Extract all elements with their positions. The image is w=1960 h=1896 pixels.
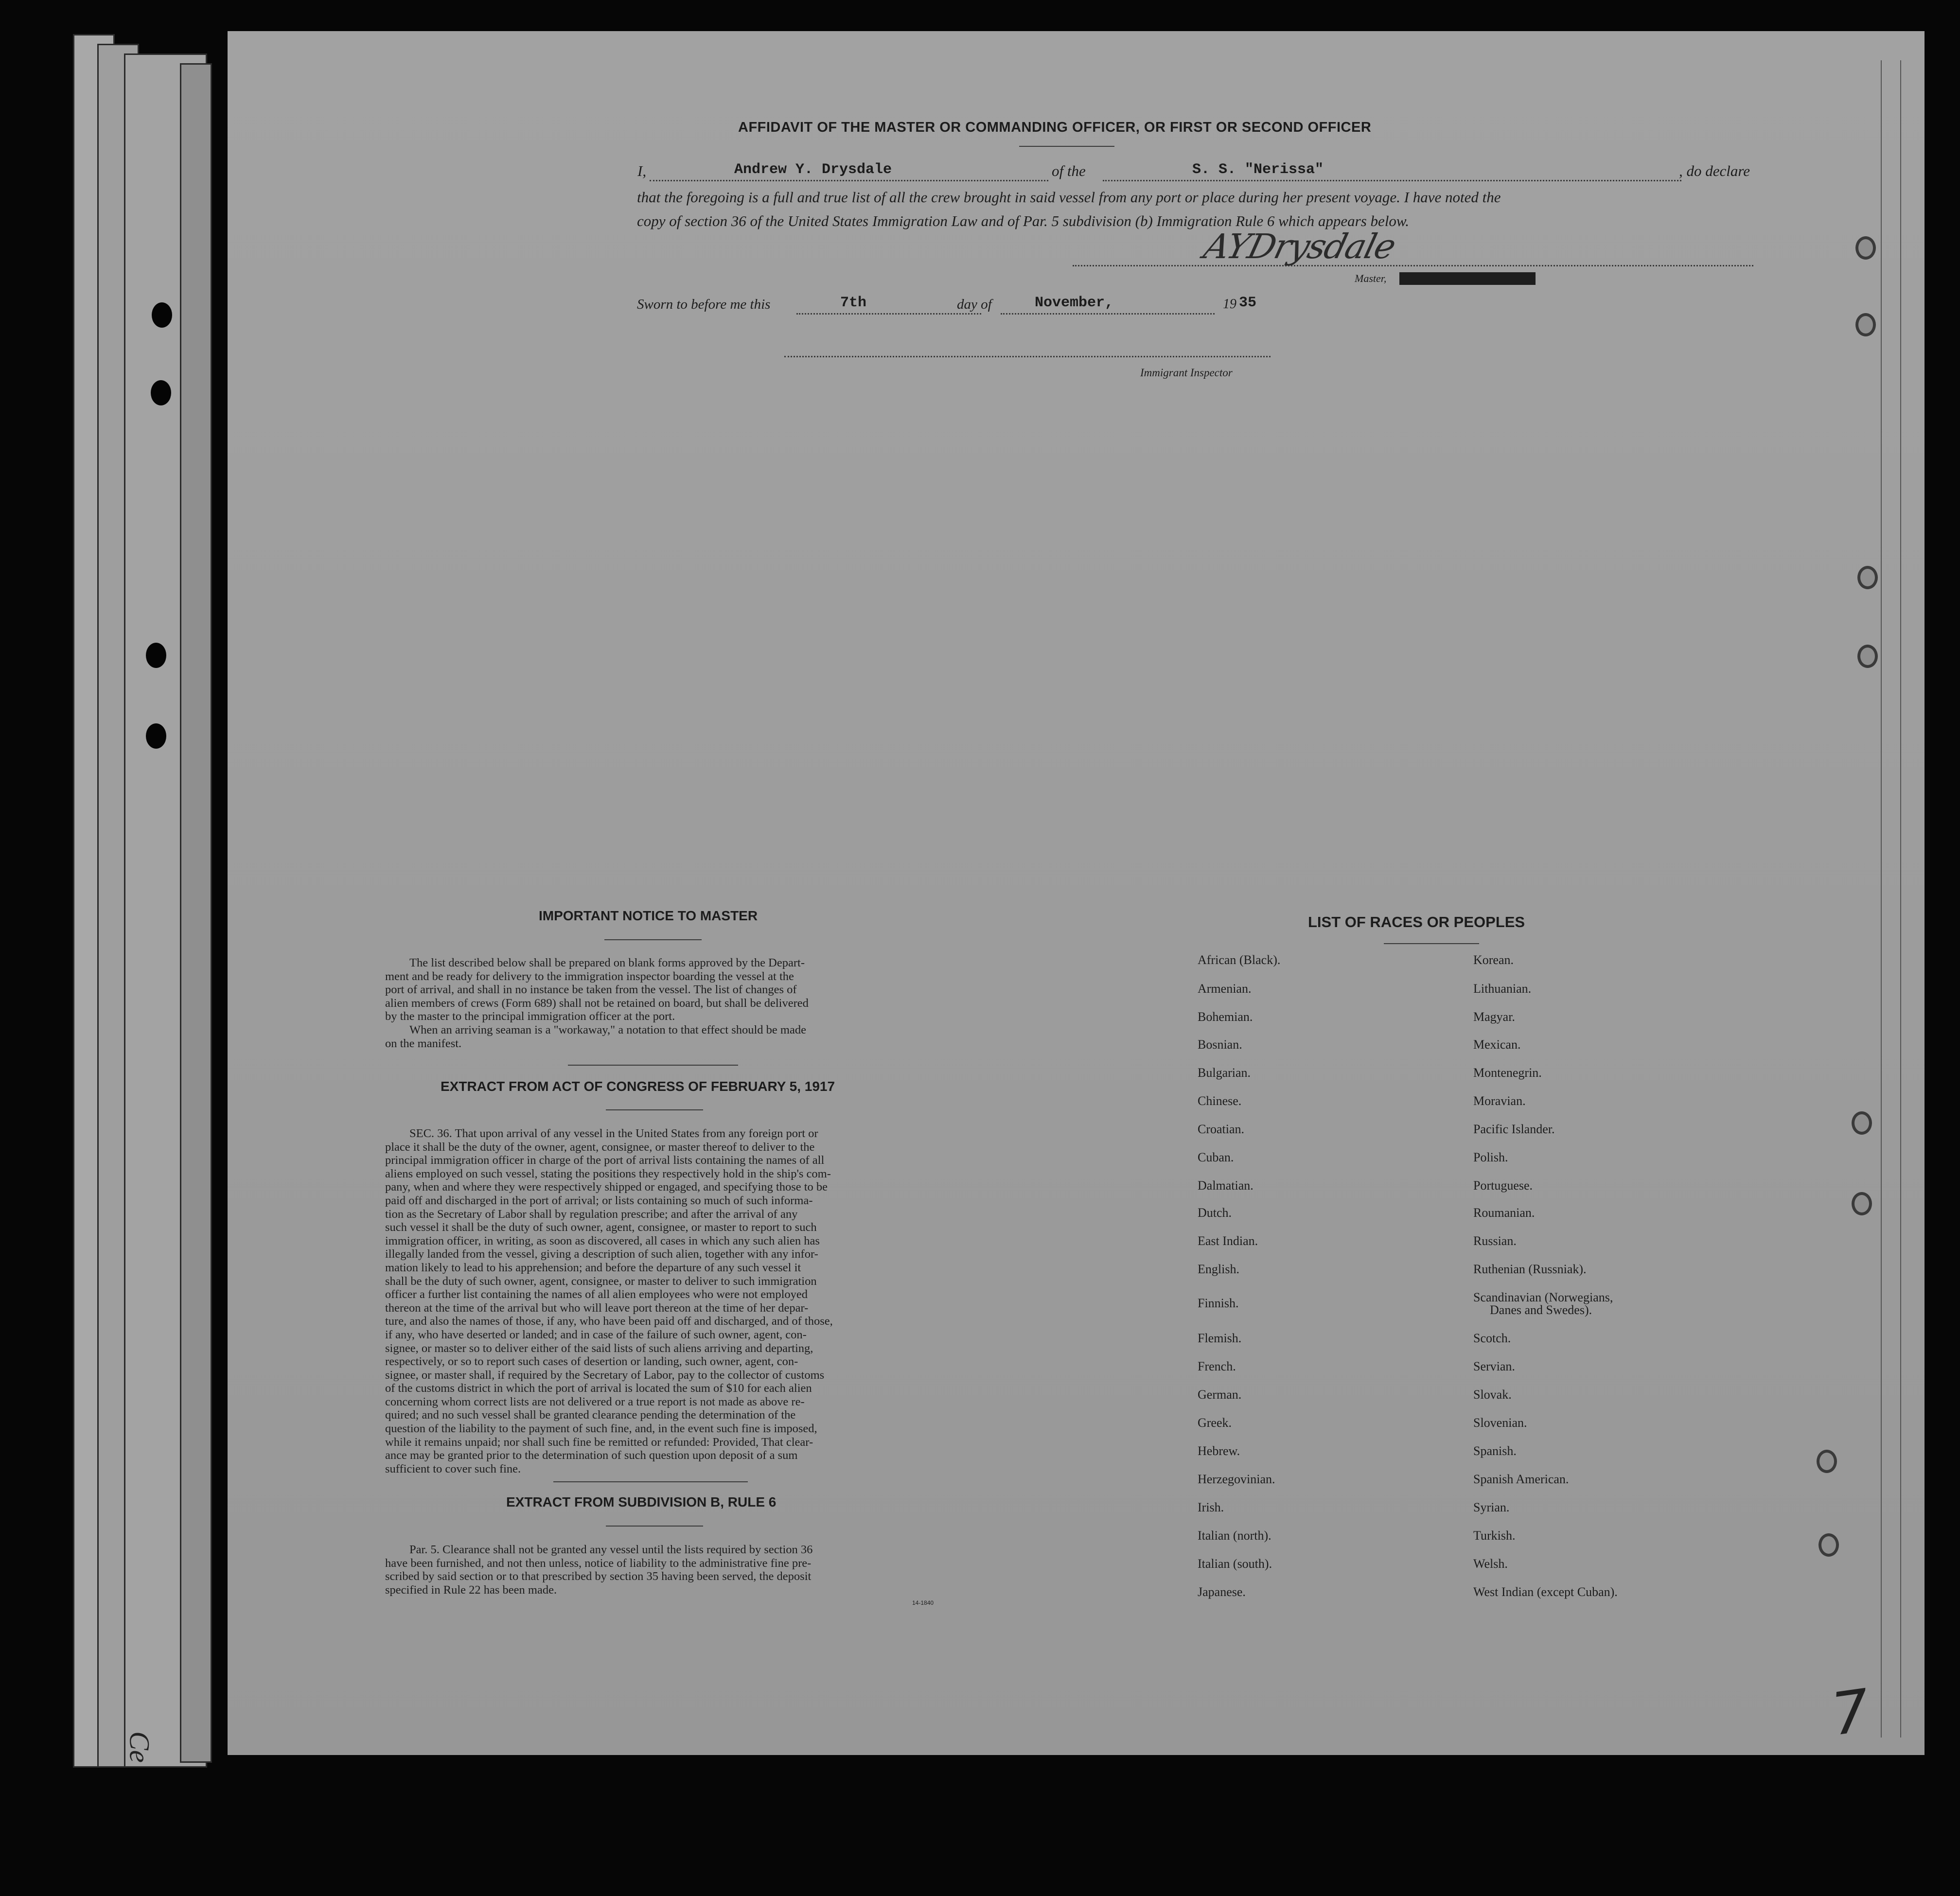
race-entry: Russian. bbox=[1473, 1234, 1517, 1248]
race-entry: German. bbox=[1198, 1387, 1242, 1402]
act-line: thereon at the time of the arrival but who will leave port thereon at the time of her depar- bbox=[385, 1301, 809, 1315]
race-entry: Moravian. bbox=[1473, 1094, 1526, 1108]
binder-hole bbox=[146, 723, 166, 749]
sworn-month: November, bbox=[1035, 295, 1114, 311]
act-line: principal immigration officer in charge of the port of arrival lists containing the names of all bbox=[385, 1154, 825, 1167]
race-entry-continuation: Danes and Swedes). bbox=[1490, 1303, 1592, 1317]
race-entry: Polish. bbox=[1473, 1150, 1508, 1164]
race-entry: Roumanian. bbox=[1473, 1206, 1535, 1220]
race-entry: Finnish. bbox=[1198, 1296, 1239, 1310]
rule-line: Par. 5. Clearance shall not be granted any vessel until the lists required by section 36 bbox=[409, 1543, 813, 1556]
race-entry: Cuban. bbox=[1198, 1150, 1234, 1164]
race-entry: East Indian. bbox=[1198, 1234, 1258, 1248]
act-line: respectively, or so to report such cases of desertion or landing, such owner, agent, con- bbox=[385, 1355, 798, 1369]
act-line: question of the liability to the payment of such fine, and, in the event such fine is imposed, bbox=[385, 1422, 817, 1436]
act-heading: EXTRACT FROM ACT OF CONGRESS OF FEBRUARY 5, 1917 bbox=[441, 1079, 835, 1094]
race-entry: Montenegrin. bbox=[1473, 1066, 1542, 1080]
act-line: while it remains unpaid; nor shall such fine be remitted or refunded: Provided, That clear- bbox=[385, 1435, 813, 1449]
act-line: officer a further list containing the names of all alien employees who were not employed bbox=[385, 1288, 808, 1301]
race-entry: Dutch. bbox=[1198, 1206, 1232, 1220]
race-entry: African (Black). bbox=[1198, 953, 1281, 967]
race-entry: Mexican. bbox=[1473, 1037, 1521, 1052]
inspector-line bbox=[784, 356, 1271, 357]
binder-hole bbox=[146, 643, 166, 668]
document-page bbox=[228, 31, 1925, 1755]
page-edge-4 bbox=[180, 63, 212, 1763]
race-entry: Syrian. bbox=[1473, 1500, 1510, 1514]
race-entry: Greek. bbox=[1198, 1416, 1232, 1430]
act-line: ture, and also the names of those, if any, who have been paid off and discharged, and of those, bbox=[385, 1315, 833, 1328]
do-declare-label: , do declare bbox=[1679, 162, 1750, 179]
sworn-day: 7th bbox=[840, 295, 867, 311]
race-entry: Italian (north). bbox=[1198, 1528, 1271, 1543]
act-underline bbox=[606, 1109, 703, 1110]
act-line: signee, or master so to deliver either of the said lists of such aliens arriving and departing, bbox=[385, 1341, 813, 1355]
race-entry: Scandinavian (Norwegians, bbox=[1473, 1290, 1613, 1304]
title-underline bbox=[1019, 146, 1114, 147]
affidavit-line-2: that the foregoing is a full and true list of all the crew brought in said vessel from any port or place during her present voyage. I have noted the bbox=[637, 189, 1501, 206]
binder-hole bbox=[151, 380, 171, 405]
rule-underline bbox=[606, 1526, 703, 1527]
race-entry: Italian (south). bbox=[1198, 1557, 1272, 1571]
notice-body bbox=[385, 956, 932, 1050]
race-entry: French. bbox=[1198, 1359, 1236, 1373]
sworn-label: Sworn to before me this bbox=[637, 297, 771, 312]
rule-heading: EXTRACT FROM SUBDIVISION B, RULE 6 bbox=[506, 1494, 777, 1510]
form-number: 14-1840 bbox=[912, 1599, 934, 1606]
notice-line: ment and be ready for delivery to the immigration inspector boarding the vessel at the bbox=[385, 969, 794, 983]
rule-body bbox=[385, 1543, 932, 1597]
race-entry: Herzegovinian. bbox=[1198, 1472, 1275, 1486]
race-entry: Turkish. bbox=[1473, 1528, 1516, 1543]
day-of-label: day of bbox=[957, 297, 992, 312]
race-entry: Spanish American. bbox=[1473, 1472, 1569, 1486]
notice-line: on the manifest. bbox=[385, 1036, 462, 1050]
act-line: SEC. 36. That upon arrival of any vessel in the United States from any foreign port or bbox=[409, 1127, 818, 1140]
act-line: aliens employed on such vessel, stating the positions they respectively hold in the ship's com- bbox=[385, 1167, 831, 1180]
race-entry: West Indian (except Cuban). bbox=[1473, 1585, 1618, 1599]
binder-ring bbox=[1852, 1111, 1872, 1135]
corner-mark: 7 bbox=[1827, 1677, 1874, 1749]
race-entry: Irish. bbox=[1198, 1500, 1224, 1514]
race-entry: Japanese. bbox=[1198, 1585, 1246, 1599]
binder-ring bbox=[1857, 645, 1878, 668]
master-label: Master, bbox=[1355, 272, 1387, 284]
act-line: pany, when and where they were respectively shipped or engaged, and specifying those to be bbox=[385, 1180, 828, 1194]
affidavit-i: I, bbox=[637, 162, 647, 179]
rule-line: specified in Rule 22 has been made. bbox=[385, 1583, 557, 1597]
day-blank bbox=[796, 313, 981, 315]
act-line: shall be the duty of such owner, agent, consignee, or master to deliver to such immigration bbox=[385, 1274, 817, 1288]
binder-ring bbox=[1855, 313, 1876, 336]
year-suffix: 35 bbox=[1239, 295, 1257, 311]
race-entry: Bosnian. bbox=[1198, 1037, 1242, 1052]
race-entry: Croatian. bbox=[1198, 1122, 1245, 1136]
race-entry: Ruthenian (Russniak). bbox=[1473, 1262, 1587, 1276]
act-body bbox=[385, 1127, 932, 1475]
affidavit-line-3: copy of section 36 of the United States Immigration Law and of Par. 5 subdivision (b) Immigration Rule 6 which appears below. bbox=[637, 212, 1410, 229]
binder-hole bbox=[152, 302, 172, 328]
act-line: place it shall be the duty of the owner, agent, consignee, or master thereof to deliver to the bbox=[385, 1140, 815, 1154]
act-line: illegally landed from the vessel, giving a description of such alien, together with any infor- bbox=[385, 1247, 818, 1261]
act-line: quired; and no such vessel shall be granted clearance pending the determination of the bbox=[385, 1408, 796, 1422]
race-entry: Magyar. bbox=[1473, 1010, 1515, 1024]
binder-ring bbox=[1852, 1192, 1872, 1215]
race-entry: Bulgarian. bbox=[1198, 1066, 1251, 1080]
race-entry: Bohemian. bbox=[1198, 1010, 1253, 1024]
race-entry: Dalmatian. bbox=[1198, 1178, 1254, 1193]
race-entry: Korean. bbox=[1473, 953, 1514, 967]
binder-ring bbox=[1817, 1450, 1837, 1473]
affidavit-title: AFFIDAVIT OF THE MASTER OR COMMANDING OFFICER, OR FIRST OR SECOND OFFICER bbox=[738, 120, 1372, 135]
race-entry: Servian. bbox=[1473, 1359, 1515, 1373]
binder-ring bbox=[1855, 236, 1876, 260]
act-line: signee, or master shall, if required by the Secretary of Labor, pay to the collector of customs bbox=[385, 1368, 825, 1382]
race-entry: Slovak. bbox=[1473, 1387, 1512, 1402]
vessel-name: S. S. "Nerissa" bbox=[1192, 161, 1324, 178]
notice-line: When an arriving seaman is a "workaway," a notation to that effect should be made bbox=[409, 1023, 806, 1036]
act-line: of the customs district in which the port of arrival is located the sum of $10 for each alien bbox=[385, 1382, 812, 1395]
notice-line: alien members of crews (Form 689) shall not be retained on board, but shall be delivered bbox=[385, 996, 809, 1010]
rule-line: have been furnished, and not then unless, notice of liability to the administrative fine pre- bbox=[385, 1556, 812, 1570]
binder-ring bbox=[1819, 1533, 1839, 1557]
of-the-label: of the bbox=[1052, 162, 1086, 179]
ruled-column-line bbox=[1881, 60, 1882, 1738]
master-signature: AYDrysdale bbox=[1200, 227, 1399, 266]
notice-line: port of arrival, and shall in no instance be taken from the vessel. The list of changes of bbox=[385, 983, 797, 997]
signature-line bbox=[1073, 265, 1753, 266]
race-entry: Scotch. bbox=[1473, 1331, 1511, 1345]
race-entry: Armenian. bbox=[1198, 982, 1252, 996]
races-underline bbox=[1384, 943, 1479, 944]
race-entry: Pacific Islander. bbox=[1473, 1122, 1555, 1136]
notice-line: The list described below shall be prepared on blank forms approved by the Depart- bbox=[409, 956, 805, 969]
month-blank bbox=[1001, 313, 1215, 315]
notice-underline bbox=[604, 939, 702, 940]
act-line: if any, who have deserted or landed; and in case of the failure of such owner, agent, con- bbox=[385, 1328, 807, 1341]
act-line: immigration officer, in writing, as soon as discovered, all cases in which any such alien has bbox=[385, 1234, 820, 1247]
act-line: such vessel it shall be the duty of such owner, agent, consignee, or master to report to such bbox=[385, 1221, 817, 1234]
race-entry: Welsh. bbox=[1473, 1557, 1508, 1571]
races-heading: LIST OF RACES OR PEOPLES bbox=[1308, 913, 1525, 930]
race-entry: English. bbox=[1198, 1262, 1239, 1276]
act-line: concerning whom correct lists are not delivered or a true report is not made as above re- bbox=[385, 1395, 805, 1408]
year-prefix: 19 bbox=[1223, 297, 1236, 312]
margin-note: Ce bbox=[124, 1731, 156, 1763]
race-entry: Spanish. bbox=[1473, 1444, 1517, 1458]
race-entry: Lithuanian. bbox=[1473, 982, 1532, 996]
name-blank bbox=[650, 180, 1048, 181]
act-line: paid off and discharged in the port of arrival; or lists containing so much of such informa- bbox=[385, 1194, 813, 1207]
race-entry: Flemish. bbox=[1198, 1331, 1242, 1345]
race-entry: Chinese. bbox=[1198, 1094, 1242, 1108]
ruled-column-line bbox=[1900, 60, 1901, 1738]
rule-line: scribed by said section or to that prescribed by section 35 having been served, the deposit bbox=[385, 1570, 812, 1583]
struck-out-text bbox=[1399, 272, 1536, 285]
section-divider bbox=[568, 1065, 738, 1066]
inspector-label: Immigrant Inspector bbox=[1140, 367, 1233, 379]
notice-line: by the master to the principal immigration officer at the port. bbox=[385, 1010, 675, 1023]
vessel-blank bbox=[1103, 180, 1681, 181]
race-entry: Slovenian. bbox=[1473, 1416, 1527, 1430]
act-line: ance may be granted prior to the determination of such question upon deposit of a sum bbox=[385, 1449, 798, 1462]
race-entry: Portuguese. bbox=[1473, 1178, 1533, 1193]
act-line: tion as the Secretary of Labor shall by regulation prescribe; and after the arrival of any bbox=[385, 1207, 798, 1221]
race-entry: Hebrew. bbox=[1198, 1444, 1240, 1458]
act-line: mation likely to lead to his apprehension; and before the departure of any such vessel it bbox=[385, 1261, 801, 1274]
section-divider bbox=[553, 1481, 748, 1482]
notice-heading: IMPORTANT NOTICE TO MASTER bbox=[539, 908, 758, 923]
binder-ring bbox=[1857, 566, 1878, 589]
act-line: sufficient to cover such fine. bbox=[385, 1462, 521, 1475]
master-name: Andrew Y. Drysdale bbox=[734, 161, 892, 178]
